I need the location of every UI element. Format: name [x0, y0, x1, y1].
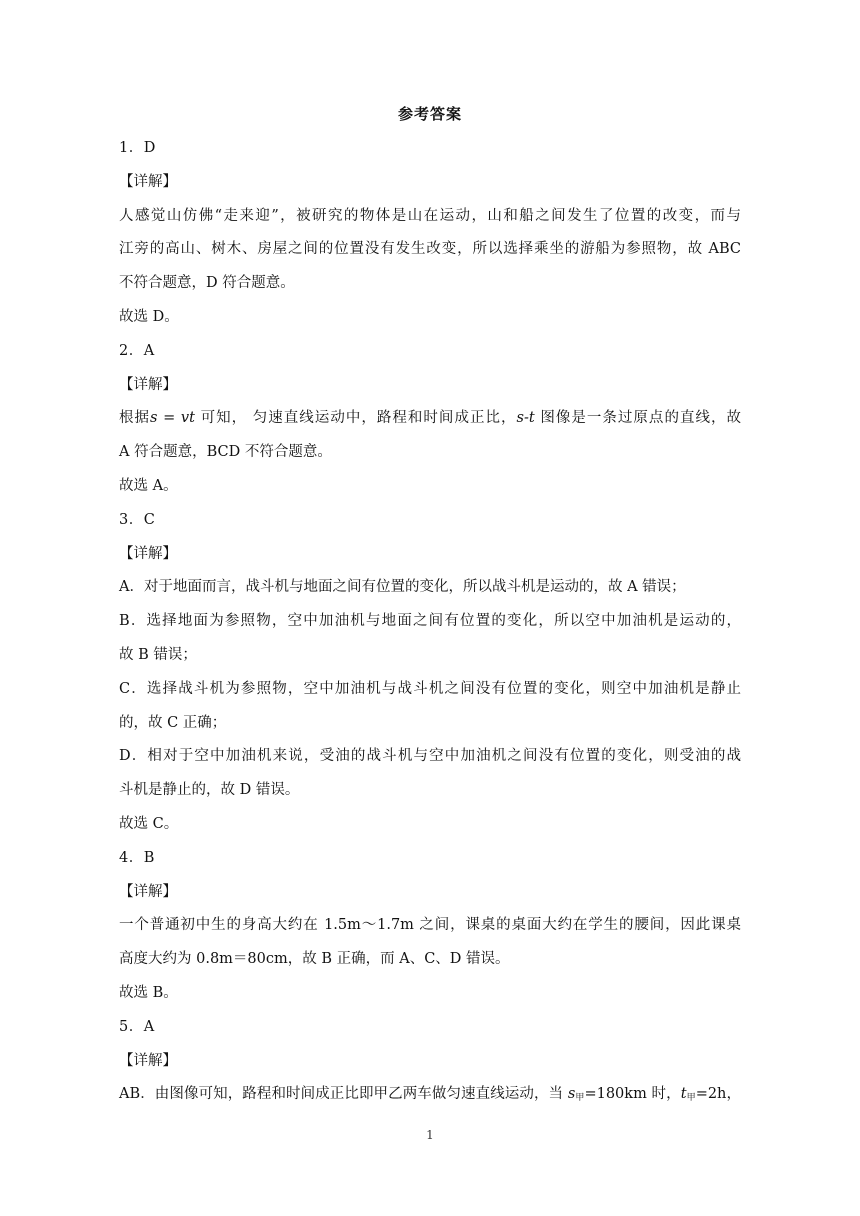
formula-vt: vt — [180, 410, 195, 427]
answer-2-number: 2．A — [119, 342, 155, 359]
answer-3-line-7: 斗机是静止的，故 D 错误。 — [119, 782, 300, 799]
formula-s: s — [150, 410, 158, 427]
answer-3-conclusion: 故选 C。 — [119, 815, 179, 832]
answer-3-line-6: D．相对于空中加油机来说，受油的战斗机与空中加油机之间没有位置的变化，则受油的战 — [119, 748, 741, 765]
sub-jia: 甲 — [575, 1093, 585, 1104]
answer-4-conclusion: 故选 B。 — [119, 984, 178, 1001]
answer-4-line-1: 一个普通初中生的身高大约在 1.5m～1.7m 之间，课桌的桌面大约在学生的腰间，因此课桌 — [119, 917, 741, 934]
var-t: t — [680, 1086, 687, 1103]
answer-5-text-a: AB．由图像可知，路程和时间成正比即甲乙两车做匀速直线运动，当 — [119, 1086, 568, 1103]
sub-jia-2: 甲 — [686, 1093, 696, 1104]
answer-3-line-1: A．对于地面而言，战斗机与地面之间有位置的变化，所以战斗机是运动的，故 A 错误； — [119, 579, 686, 596]
answer-3-line-5: 的，故 C 正确； — [119, 714, 227, 731]
answer-2-text-a: 根据 — [119, 410, 151, 427]
answer-5-text-c: =2h， — [695, 1086, 741, 1103]
answer-1-detail-label: 【详解】 — [119, 173, 177, 190]
answer-3-line-2: B．选择地面为参照物，空中加油机与地面之间有位置的变化，所以空中加油机是运动的， — [119, 613, 741, 630]
answer-3-line-3: 故 B 错误； — [119, 646, 197, 663]
answer-4-detail-label: 【详解】 — [119, 883, 177, 900]
answer-2-line-2: A 符合题意，BCD 不符合题意。 — [119, 444, 332, 461]
graph-name: s-t — [516, 410, 535, 427]
page-number: 1 — [426, 1128, 434, 1142]
answer-4-line-2: 高度大约为 0.8m＝80cm，故 B 正确，而 A、C、D 错误。 — [119, 951, 510, 968]
answer-5-line-1 — [119, 1078, 741, 1116]
answer-1-conclusion: 故选 D。 — [119, 308, 179, 325]
answer-2-detail-label: 【详解】 — [119, 376, 177, 393]
answer-4-number: 4．B — [119, 849, 155, 866]
answer-3-line-4: C．选择战斗机为参照物，空中加油机与战斗机之间没有位置的变化，则空中加油机是静止 — [119, 680, 741, 697]
formula-equals: = — [157, 410, 181, 427]
answer-1-number: 1．D — [119, 140, 156, 156]
answer-2-text-b: 可知， 匀速直线运动中，路程和时间成正比， — [194, 410, 517, 427]
answer-2-text-c: 图像是一条过原点的直线，故 — [534, 410, 742, 427]
answer-content — [119, 132, 741, 1116]
answer-2-conclusion: 故选 A。 — [119, 477, 178, 494]
answer-3-number: 3．C — [119, 511, 156, 528]
answer-3-detail-label: 【详解】 — [119, 545, 177, 562]
var-s: s — [567, 1086, 576, 1103]
answer-1-line-3: 不符合题意，D 符合题意。 — [119, 275, 295, 292]
answer-5-number: 5．A — [119, 1018, 155, 1035]
answer-1-line-2: 江旁的高山、树木、房屋之间的位置没有发生改变，所以选择乘坐的游船为参照物，故 ABC — [119, 241, 741, 258]
answer-5-text-b: =180km 时， — [584, 1086, 681, 1103]
answer-5-detail-label: 【详解】 — [119, 1052, 177, 1069]
answer-2-line-1 — [119, 402, 741, 436]
answer-1-line-1: 人感觉山仿佛“走来迎”，被研究的物体是山在运动，山和船之间发生了位置的改变，而与 — [119, 207, 741, 224]
page-title: 参考答案 — [397, 105, 462, 123]
